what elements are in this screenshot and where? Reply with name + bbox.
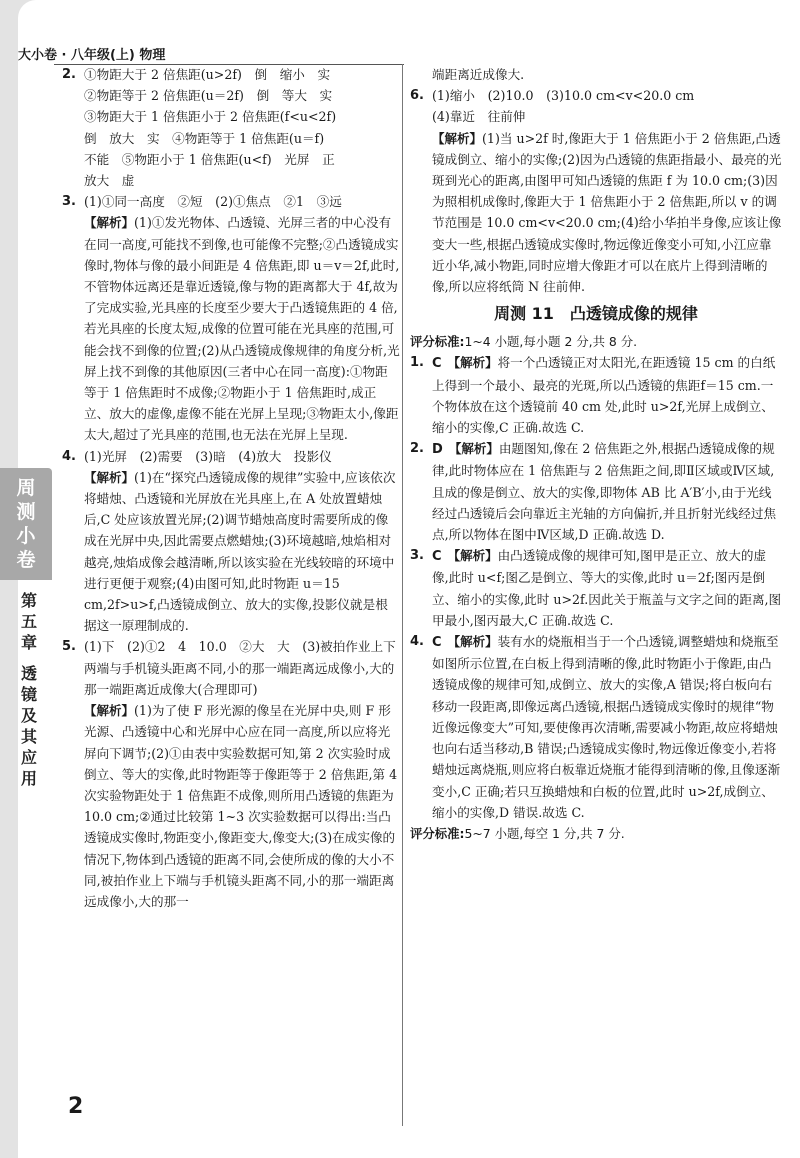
answer-line: 放大 虚 (84, 173, 135, 189)
chapter-char: 镜 (20, 685, 37, 704)
item-number: 3. (62, 194, 76, 210)
analysis-tag: 【解析】 (84, 215, 135, 231)
analysis-text: 由凸透镜成像的规律可知,图甲是正立、放大的虚像,此时 u<f;图乙是倒立、等大的实像,此时 u＝2f;图丙是倒立、缩小的实像,此时 u>2f.因此关于瓶盖与文字之间的距离,图甲最小,图丙最大,C 正确.故选 C. (432, 548, 782, 628)
choice-answer: C (432, 549, 442, 565)
choice-paragraph (432, 631, 782, 823)
choice-item-1 (410, 352, 782, 438)
answer-text: (4)靠近 往前伸 (432, 109, 526, 125)
answer-item-2 (62, 64, 400, 191)
scoring-label: 评分标准: (410, 334, 465, 350)
left-column (62, 64, 400, 912)
item-number: 5. (62, 639, 76, 655)
answer-line: 不能 ⑤物距小于 1 倍焦距(u<f) 光屏 正 (84, 151, 335, 167)
section-title: 周测 11 凸透镜成像的规律 (494, 304, 698, 324)
analysis-text: (1)当 u>2f 时,像距大于 1 倍焦距小于 2 倍焦距,凸透镜成倒立、缩小的实像;(2)因为凸透镜的焦距指最小、最亮的光斑到光心的距离,由图甲可知凸透镜的焦距 f 为 10.0 cm;(3)因为照相机成像时,像距大于 1 倍焦距小于 2 倍焦距,所以 v 的调节范围是 10.0 cm<v<20.0 cm;(4)给小华拍半身像,应该让像变大一些,根据凸透镜成实像时,物远像近像变小可知,小江应靠近小华,减小物距,同时应增大像距才可以在底片上得到清晰的像,所以应将纸筒 N 往前伸. (432, 130, 782, 295)
analysis-tag: 【解析】 (84, 469, 135, 485)
chapter-char: 五 (20, 612, 37, 631)
chapter-char: 透 (20, 664, 37, 683)
scoring-note-1 (410, 331, 782, 352)
answer-line: ①物距大于 2 倍焦距(u>2f) 倒 缩小 实 (84, 67, 331, 82)
choice-paragraph (432, 545, 782, 631)
choice-paragraph (432, 438, 782, 545)
right-column (410, 64, 782, 844)
chapter-char: 及 (20, 706, 37, 725)
analysis-tag: 【解析】 (84, 703, 135, 719)
analysis-text: (1)为了使 F 形光源的像呈在光屏中央,则 F 形光源、凸透镜中心和光屏中心应在同一高度,所以应将光屏向下调节;(2)①由表中实验数据可知,第 2 次实验时成倒立、等大的实像,此时物距等于像距等于 2 倍焦距,第 4 次实验物距处于 1 倍焦距不成像,则所用凸透镜的焦距为 10.0 cm;②通过比较第 1~3 次实验数据可以得出:当凸透镜成实像时,物距变小,像距变大,像变大;(3)在成实像的情况下,物体到凸透镜的距离不同,会使所成的像的大小不同,被拍作业上下端与手机镜头距离不同,小的那一端距离远成像小,大的那一 (84, 703, 398, 909)
answer-text: (1)下 (2)①2 4 10.0 ②大 大 (3)被拍作业上下两端与手机镜头距离不同,小的那一端距离远成像小,大的那一端距离近成像大(合理即可) (84, 639, 396, 697)
analysis-text: 由题图知,像在 2 倍焦距之外,根据凸透镜成像的规律,此时物体应在 1 倍焦距与 2 倍焦距之间,即Ⅱ区域或Ⅳ区域,且成的像是倒立、放大的实像,即物体 AB 比 A′B′小,由于光线经过凸透镜后会向靠近主光轴的方向偏折,并且折射光线经过焦点,所以物体在图中Ⅳ区域,D 正确.故选 D. (432, 441, 777, 543)
answer-line: ②物距等于 2 倍焦距(u＝2f) 倒 等大 实 (84, 88, 333, 104)
column-divider (402, 64, 403, 1126)
analysis-tag: 【解析】 (448, 441, 499, 457)
answer-item-5 (62, 636, 400, 912)
item-number: 2. (410, 441, 424, 457)
answer-item-3 (62, 191, 400, 445)
answer-text: (1)缩小 (2)10.0 (3)10.0 cm<v<20.0 cm (432, 88, 695, 104)
item-number: 4. (410, 634, 424, 650)
item-number: 2. (62, 67, 76, 82)
scoring-label: 评分标准: (410, 825, 465, 841)
analysis-paragraph (84, 467, 400, 637)
side-tab-char: 卷 (16, 549, 36, 571)
header-title: 大小卷 · 八年级(上) 物理 (18, 48, 166, 63)
choice-item-3 (410, 545, 782, 631)
answer-text: (1)光屏 (2)需要 (3)暗 (4)放大 投影仪 (84, 448, 332, 464)
choice-paragraph (432, 352, 782, 438)
analysis-tag: 【解析】 (432, 130, 483, 146)
answer-line: 倒 放大 实 ④物距等于 1 倍焦距(u＝f) (84, 130, 325, 146)
scoring-text: 1~4 小题,每小题 2 分,共 8 分. (464, 334, 638, 350)
item-number: 4. (62, 448, 76, 464)
analysis-text: (1)在“探究凸透镜成像的规律”实验中,应该依次将蜡烛、凸透镜和光屏放在光具座上,在 A 处放置蜡烛后,C 处应该放置光屏;(2)调节蜡烛高度时需要所成的像成在光屏中央,因此需要点燃蜡烛;(3)环境越暗,烛焰相对越亮,烛焰成像会越清晰,所以该实验在光线较暗的环境中进行更便于观察;(4)由图可知,此时物距 u＝15 cm,2f>u>f,凸透镜成倒立、放大的实像,投影仪就是根据这一原理制成的. (84, 469, 396, 634)
side-tab-series (0, 468, 52, 580)
scoring-note-2 (410, 823, 782, 844)
choice-answer: C (432, 356, 442, 372)
analysis-text: 装有水的烧瓶相当于一个凸透镜,调整蜡烛和烧瓶至如图所示位置,在白板上得到清晰的像,此时物距小于像距,由凸透镜成像的规律可知,成倒立、放大的实像,A 错误;将白板向右移动一段距离,即像远离凸透镜,根据凸透镜成实像时的规律“物近像远像变大”可知,要使像再次清晰,需要减小物距,故应将蜡烛也向右适当移动,B 错误;凸透镜成实像时,物远像近像变小,若将蜡烛远离烧瓶,则应将白板靠近烧瓶才能得到清晰的像,且像逐渐变小,C 正确;若只互换蜡烛和白板的位置,此时 u>2f,成倒立、缩小的实像,D 错误.故选 C. (432, 634, 781, 820)
chapter-spacer (12, 653, 46, 663)
answer-item-6 (410, 85, 782, 297)
item-number: 3. (410, 548, 424, 564)
analysis-paragraph (84, 212, 400, 445)
continued-text: 端距离近成像大. (432, 67, 525, 82)
item-number: 6. (410, 88, 424, 104)
analysis-tag: 【解析】 (447, 634, 498, 650)
choice-answer: C (432, 635, 442, 651)
choice-answer: D (432, 442, 443, 458)
analysis-text: 将一个凸透镜正对太阳光,在距透镜 15 cm 的白纸上得到一个最小、最亮的光斑,所以凸透镜的焦距f＝15 cm.一个物体放在这个透镜前 40 cm 处,此时 u>2f,光屏上成倒立、缩小的实像,C 正确.故选 C. (432, 355, 776, 436)
scoring-text: 5~7 小题,每空 1 分,共 7 分. (464, 825, 625, 841)
choice-item-4 (410, 631, 782, 823)
chapter-char: 用 (20, 769, 37, 788)
answer-item-4 (62, 446, 400, 637)
chapter-char: 应 (20, 748, 37, 767)
chapter-char: 第 (20, 591, 37, 610)
choice-item-2 (410, 438, 782, 545)
side-tab-char: 测 (16, 501, 36, 523)
analysis-paragraph (432, 128, 782, 298)
analysis-paragraph (84, 700, 400, 912)
side-tab-chapter (12, 590, 46, 789)
side-tab-char: 周 (16, 477, 36, 499)
analysis-tag: 【解析】 (447, 548, 498, 564)
answer-text: (1)①同一高度 ②短 (2)①焦点 ②1 ③远 (84, 194, 342, 210)
answer-line: ③物距大于 1 倍焦距小于 2 倍焦距(f<u<2f) (84, 109, 337, 125)
chapter-char: 其 (20, 727, 37, 746)
side-tab-char: 小 (16, 525, 36, 547)
analysis-text: (1)①发光物体、凸透镜、光屏三者的中心没有在同一高度,可能找不到像,也可能像不完整;②凸透镜成实像时,物体与像的最小间距是 4 倍焦距,即 u＝v＝2f,此时,不管物体远离还是靠近透镜,像与物的距离都大于 4f,故为了完成实验,光具座的长度至少要大于凸透镜焦距的 4 倍,若光具座的长度太短,成像的位置可能在光具座的范围,可能会找不到像的位置;(2)从凸透镜成像规律的角度分析,光屏上找不到像的其他原因(三者中心在同一高度):①物距等于 1 倍焦距时不成像;②物距小于 1 倍焦距时,成正立、放大的虚像,虚像不能在光屏上呈现;③物距太小,像距太大,超过了光具座的范围,也无法在光屏上呈现. (84, 215, 400, 443)
page-number: 2 (68, 1094, 84, 1119)
chapter-char: 章 (20, 633, 37, 652)
running-header (18, 44, 378, 66)
analysis-tag: 【解析】 (447, 355, 498, 371)
item-number: 1. (410, 355, 424, 371)
